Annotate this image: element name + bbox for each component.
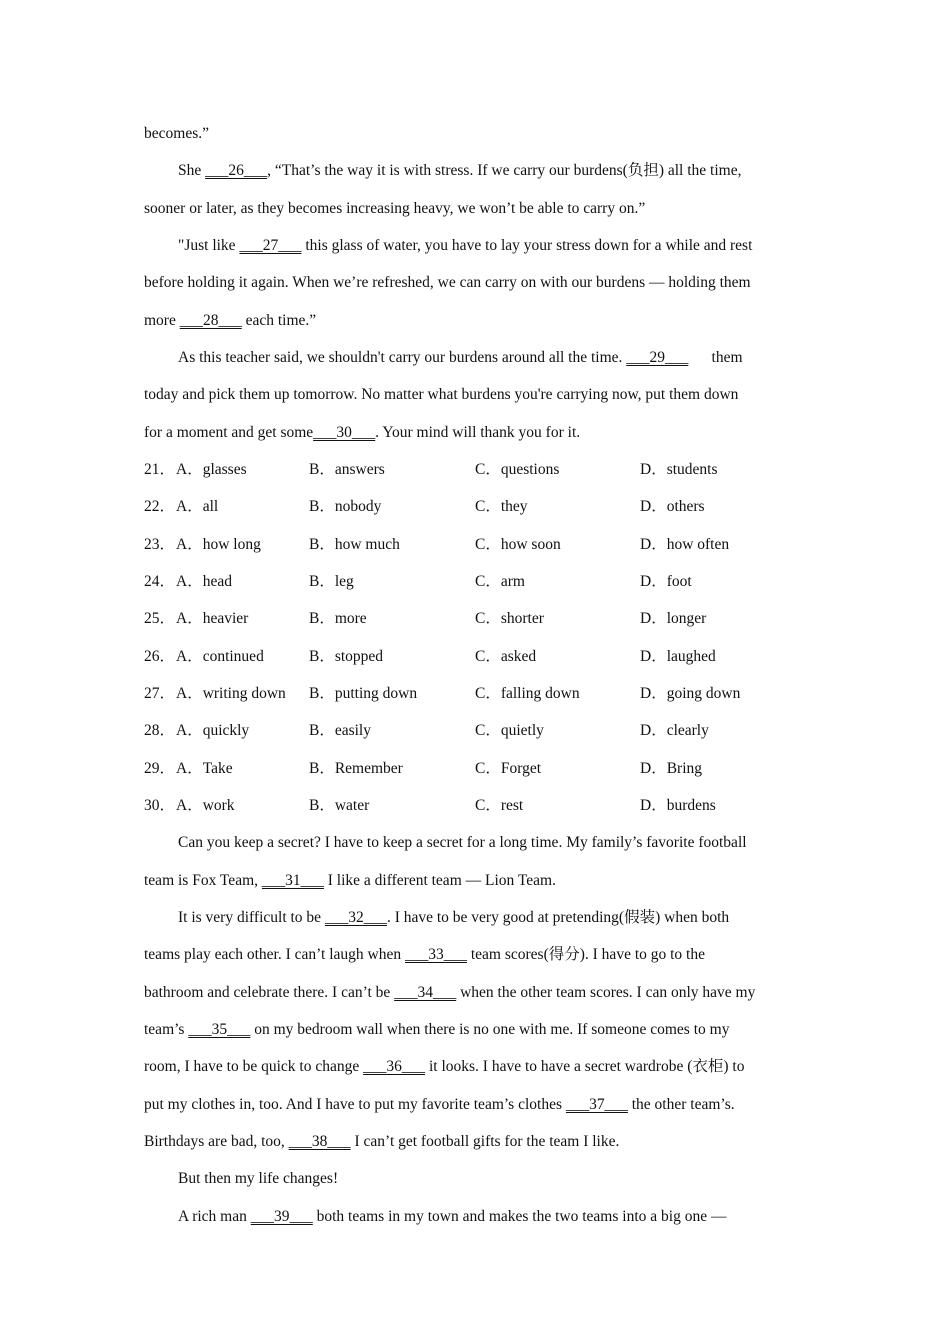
text: A rich man <box>178 1208 251 1225</box>
question-row <box>144 607 814 631</box>
option-b[interactable]: B．easily <box>309 722 371 739</box>
option-a[interactable]: A．how long <box>176 536 261 553</box>
text: the other team’s. <box>627 1096 735 1113</box>
text: As this teacher said, we shouldn't carry our burdens around all the time. <box>178 349 627 366</box>
question-number: 30． <box>144 797 176 814</box>
option-a[interactable]: A．work <box>176 797 235 814</box>
option-c[interactable]: C．asked <box>475 648 537 665</box>
option-d[interactable]: D．foot <box>640 573 692 590</box>
text: Can you keep a secret? I have to keep a secret for a long time. My family’s favorite football <box>178 834 747 851</box>
passage-line <box>178 1167 814 1191</box>
option-d[interactable]: D．Bring <box>640 760 703 777</box>
text: this glass of water, you have to lay your stress down for a while and rest <box>301 237 753 254</box>
question-row <box>144 570 814 594</box>
option-a[interactable]: A．quickly <box>176 722 250 739</box>
option-b[interactable]: B．nobody <box>309 498 382 515</box>
option-c[interactable]: C．they <box>475 498 528 515</box>
blank-37: ___37___ <box>565 1096 628 1113</box>
option-c[interactable]: C．falling down <box>475 685 580 702</box>
passage-line <box>144 271 814 295</box>
text: But then my life changes! <box>178 1170 339 1187</box>
passage-line <box>178 234 814 258</box>
text: , “That’s the way it is with stress. If we carry our burdens(负担) all the time, <box>267 162 742 179</box>
question-row <box>144 645 814 669</box>
question-number: 25． <box>144 610 176 627</box>
blank-29: ___29___ <box>626 349 689 366</box>
option-a[interactable]: A．continued <box>176 648 264 665</box>
option-a[interactable]: A．writing down <box>176 685 286 702</box>
text: for a moment and get some <box>144 424 314 441</box>
option-d[interactable]: D．longer <box>640 610 707 627</box>
option-d[interactable]: D．others <box>640 498 705 515</box>
option-c[interactable]: C．rest <box>475 797 524 814</box>
text: becomes.” <box>144 125 209 142</box>
option-d[interactable]: D．burdens <box>640 797 716 814</box>
passage-line <box>144 1130 814 1154</box>
question-number: 29． <box>144 760 176 777</box>
text: . Your mind will thank you for it. <box>375 424 581 441</box>
passage-line <box>178 159 814 183</box>
text: I can’t get football gifts for the team I like. <box>350 1133 620 1150</box>
question-row <box>144 495 814 519</box>
text: them <box>688 349 743 366</box>
blank-39: ___39___ <box>250 1208 313 1225</box>
option-d[interactable]: D．laughed <box>640 648 716 665</box>
option-d[interactable]: D．students <box>640 461 718 478</box>
text: It is very difficult to be <box>178 909 325 926</box>
question-number: 22． <box>144 498 176 515</box>
text: teams play each other. I can’t laugh when <box>144 946 405 963</box>
text: it looks. I have to have a secret wardrobe (衣柜) to <box>425 1058 745 1075</box>
text: today and pick them up tomorrow. No matter what burdens you're carrying now, put them down <box>144 386 739 403</box>
question-row <box>144 794 814 818</box>
text: put my clothes in, too. And I have to put my favorite team’s clothes <box>144 1096 566 1113</box>
option-c[interactable]: C．how soon <box>475 536 561 553</box>
blank-35: ___35___ <box>188 1021 251 1038</box>
option-a[interactable]: A．heavier <box>176 610 249 627</box>
question-number: 28． <box>144 722 176 739</box>
blank-33: ___33___ <box>404 946 467 963</box>
text: before holding it again. When we’re refreshed, we can carry on with our burdens — holding them <box>144 274 751 291</box>
text: team is Fox Team, <box>144 872 262 889</box>
text: I like a different team — Lion Team. <box>323 872 556 889</box>
option-b[interactable]: B．answers <box>309 461 385 478</box>
text: sooner or later, as they becomes increasing heavy, we won’t be able to carry on.” <box>144 200 646 217</box>
passage-line <box>144 981 814 1005</box>
option-d[interactable]: D．going down <box>640 685 741 702</box>
question-number: 27． <box>144 685 176 702</box>
option-b[interactable]: B．how much <box>309 536 400 553</box>
question-row <box>144 719 814 743</box>
text: She <box>178 162 206 179</box>
option-b[interactable]: B．putting down <box>309 685 418 702</box>
passage-line <box>144 383 814 407</box>
text: "Just like <box>178 237 240 254</box>
option-c[interactable]: C．Forget <box>475 760 542 777</box>
option-c[interactable]: C．arm <box>475 573 525 590</box>
passage-line <box>178 346 814 370</box>
option-a[interactable]: A．all <box>176 498 219 515</box>
passage-line <box>144 122 814 146</box>
text: on my bedroom wall when there is no one with me. If someone comes to my <box>250 1021 730 1038</box>
question-row <box>144 757 814 781</box>
passage-line <box>144 869 814 893</box>
blank-38: ___38___ <box>288 1133 351 1150</box>
passage-line <box>178 906 814 930</box>
passage-line <box>144 1093 814 1117</box>
passage-line <box>144 1018 814 1042</box>
text: Birthdays are bad, too, <box>144 1133 289 1150</box>
blank-27: ___27___ <box>239 237 302 254</box>
text: both teams in my town and makes the two teams into a big one — <box>312 1208 727 1225</box>
option-b[interactable]: B．Remember <box>309 760 403 777</box>
option-b[interactable]: B．leg <box>309 573 354 590</box>
text: team’s <box>144 1021 189 1038</box>
question-row <box>144 458 814 482</box>
question-number: 21． <box>144 461 176 478</box>
passage-line <box>144 943 814 967</box>
blank-30: ___30___ <box>313 424 376 441</box>
blank-26: ___26___ <box>205 162 268 179</box>
text: . I have to be very good at pretending(假装) when both <box>386 909 730 926</box>
passage-line <box>144 197 814 221</box>
text: bathroom and celebrate there. I can’t be <box>144 984 395 1001</box>
option-a[interactable]: A．glasses <box>176 461 247 478</box>
blank-34: ___34___ <box>394 984 457 1001</box>
question-number: 26． <box>144 648 176 665</box>
text: when the other team scores. I can only have my <box>456 984 756 1001</box>
blank-32: ___32___ <box>324 909 387 926</box>
question-row <box>144 682 814 706</box>
option-a[interactable]: A．head <box>176 573 232 590</box>
blank-31: ___31___ <box>261 872 324 889</box>
question-number: 23． <box>144 536 176 553</box>
option-d[interactable]: D．how often <box>640 536 730 553</box>
passage-line <box>144 421 814 445</box>
option-c[interactable]: C．quietly <box>475 722 544 739</box>
text: room, I have to be quick to change <box>144 1058 364 1075</box>
option-c[interactable]: C．questions <box>475 461 560 478</box>
text: more <box>144 312 180 329</box>
text: each time.” <box>241 312 317 329</box>
option-b[interactable]: B．water <box>309 797 370 814</box>
question-number: 24． <box>144 573 176 590</box>
question-row <box>144 533 814 557</box>
blank-28: ___28___ <box>179 312 242 329</box>
text: team scores(得分). I have to go to the <box>466 946 705 963</box>
passage-line <box>178 831 814 855</box>
option-c[interactable]: C．shorter <box>475 610 544 627</box>
option-d[interactable]: D．clearly <box>640 722 709 739</box>
option-b[interactable]: B．more <box>309 610 367 627</box>
passage-line <box>144 1055 814 1079</box>
passage-line <box>178 1205 814 1229</box>
passage-line <box>144 309 814 333</box>
option-a[interactable]: A．Take <box>176 760 233 777</box>
option-b[interactable]: B．stopped <box>309 648 384 665</box>
blank-36: ___36___ <box>363 1058 426 1075</box>
